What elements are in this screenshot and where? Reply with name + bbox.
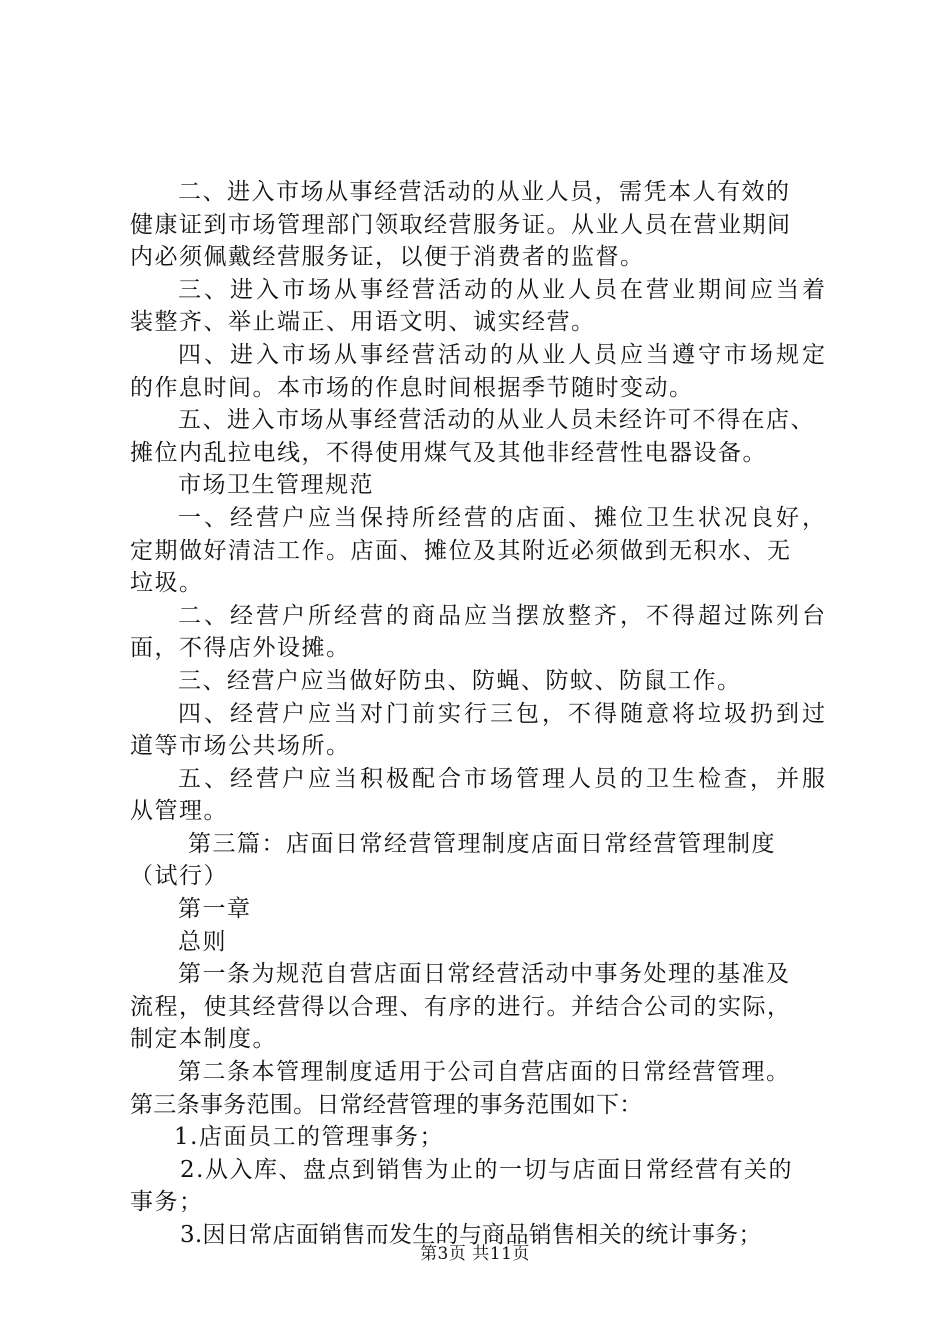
list-item: 2.从入库、盘点到销售为止的一切与店面日常经营有关的	[180, 1156, 793, 1183]
paragraph-line: 面，不得店外设摊。	[130, 635, 351, 662]
paragraph-line: 道等市场公共场所。	[130, 733, 351, 760]
paragraph-line: 内必须佩戴经营服务证，以便于消费者的监督。	[130, 244, 645, 271]
paragraph-line: 装整齐、举止端正、用语文明、诚实经营。	[130, 309, 596, 336]
paragraph-line: 流程，使其经营得以合理、有序的进行。并结合公司的实际，	[130, 993, 792, 1020]
paragraph-line: 一、经营户应当保持所经营的店面、摊位卫生状况良好，	[178, 504, 828, 531]
chapter-title-cont: （试行）	[130, 863, 228, 890]
paragraph-line: 第三条事务范围。日常经营管理的事务范围如下：	[130, 1091, 643, 1118]
document-body	[130, 176, 830, 1252]
paragraph-line: 五、经营户应当积极配合市场管理人员的卫生检查，并服	[178, 765, 828, 792]
paragraph-line: 三、进入市场从事经营活动的从业人员在营业期间应当着	[178, 276, 828, 303]
paragraph-line: 第一条为规范自营店面日常经营活动中事务处理的基准及	[178, 961, 791, 988]
section-heading: 市场卫生管理规范	[178, 472, 374, 499]
paragraph-line: 健康证到市场管理部门领取经营服务证。从业人员在营业期间	[130, 211, 792, 238]
paragraph-line: 定期做好清洁工作。店面、摊位及其附近必须做到无积水、无	[130, 537, 792, 564]
chapter-number: 第一章	[178, 896, 252, 923]
paragraph-line: 从管理。	[130, 798, 228, 825]
paragraph-line: 二、进入市场从事经营活动的从业人员，需凭本人有效的	[178, 179, 791, 205]
chapter-heading: 总则	[178, 928, 227, 955]
paragraph-line: 制定本制度。	[130, 1026, 277, 1053]
list-item: 3.因日常店面销售而发生的与商品销售相关的统计事务；	[180, 1222, 762, 1248]
paragraph-line: 垃圾。	[130, 570, 204, 597]
paragraph-line: 的作息时间。本市场的作息时间根据季节随时变动。	[130, 374, 694, 401]
paragraph-line: 五、进入市场从事经营活动的从业人员未经许可不得在店、	[178, 407, 815, 434]
paragraph-line: 摊位内乱拉电线，不得使用煤气及其他非经营性电器设备。	[130, 439, 767, 466]
paragraph-line: 四、进入市场从事经营活动的从业人员应当遵守市场规定	[178, 341, 828, 368]
list-item: 1.店面员工的管理事务；	[174, 1124, 444, 1151]
paragraph-line: 三、经营户应当做好防虫、防蝇、防蚊、防鼠工作。	[178, 667, 742, 694]
paragraph-line: 二、经营户所经营的商品应当摆放整齐，不得超过陈列台	[178, 602, 828, 629]
page-number-footer: 第3页 共11页	[420, 1244, 530, 1264]
paragraph-line: 第二条本管理制度适用于公司自营店面的日常经营管理。	[178, 1059, 791, 1086]
list-item-cont: 事务；	[130, 1189, 204, 1216]
paragraph-line: 四、经营户应当对门前实行三包，不得随意将垃圾扔到过	[178, 700, 828, 727]
chapter-title: 第三篇：店面日常经营管理制度店面日常经营管理制度	[188, 830, 776, 857]
